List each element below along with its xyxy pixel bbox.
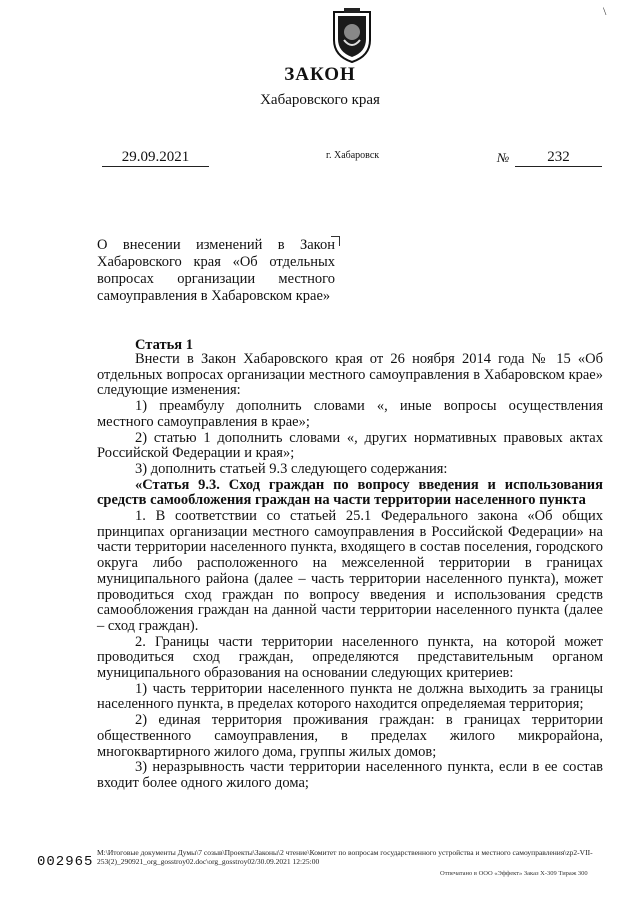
paragraph: 2) статью 1 дополнить словами «, других нормативных правовых актах Российской Федерации и края»;: [97, 429, 603, 462]
paragraph: 3) неразрывность части территории населенного пункта, если в ее состав входит более одного жилого дома;: [97, 759, 603, 791]
document-date: 29.09.2021: [102, 149, 209, 167]
paragraph: 1) часть территории населенного пункта не должна выходить за границы населенного пункта, в пределах которого находится определяемая территория;: [97, 680, 603, 713]
article-body: [97, 352, 603, 792]
document-serial-number: 002965: [37, 854, 94, 870]
document-title: ЗАКОН: [284, 64, 356, 85]
paragraph: 3) дополнить статьей 9.3 следующего содержания:: [135, 460, 448, 477]
document-subject: О внесении изменений в Закон Хабаровского края «Об отдельных вопросах организации местного самоуправления в Хабаровском крае»: [97, 237, 335, 304]
article-heading: Статья 1: [135, 337, 193, 353]
paragraph: Внести в Закон Хабаровского края от 26 ноября 2014 года № 15 «Об отдельных вопросах организации местного самоуправления в Хабаровском крае» следующие изменения:: [97, 351, 603, 399]
document-subtitle: Хабаровского края: [260, 92, 380, 108]
paragraph: 1) преамбулу дополнить словами «, иные вопросы осуществления местного самоуправления в крае»;: [97, 398, 603, 430]
paragraph: 2) единая территория проживания граждан: в границах территории общественного самоуправления, в пределах жилого микрорайона, многоквартирного жилого дома, группы жилых домов;: [97, 712, 603, 760]
paragraph: 2. Границы части территории населенного пункта, на которой может проводиться сход граждан, определяются представительным органом муниципального образования на основании следующих критериев:: [97, 633, 603, 682]
number-sign: №: [497, 150, 510, 165]
document-city: г. Хабаровск: [326, 150, 380, 161]
corner-mark: \: [603, 4, 607, 18]
coat-of-arms-emblem: [330, 6, 374, 64]
print-info: Отпечатано в ООО «Эффект» Заказ Х-309 Тираж 300: [440, 870, 588, 877]
document-number: 232: [515, 149, 602, 167]
subject-corner-bracket: [331, 236, 340, 246]
file-path-footer: M:\Итоговые документы Думы\7 созыв\Проекты\Законы\2 чтение\Комитет по вопросам государственного устройства и местного самоуправления\zp2-VII-253(2)_290921_org_gosstroy02.doc\org_gosstroy02/30.09.2021 12:25:00: [97, 848, 593, 866]
article-9-3-heading: «Статья 9.3. Сход граждан по вопросу введения и использования средств самообложения граждан на части территории населенного пункта: [97, 476, 603, 509]
paragraph: 1. В соответствии со статьей 25.1 Федерального закона «Об общих принципах организации местного самоуправления в Российской Федерации» на части территории населенного пункта, входящего в состав поселения, городского округа либо расположенного на межселенной территории в границах муниципального района (далее – часть территории населенного пункта), может проводиться сход граждан по вопросу введения и использования средств самообложения граждан на данной части территории населенного пункта (далее – сход граждан).: [97, 508, 603, 634]
